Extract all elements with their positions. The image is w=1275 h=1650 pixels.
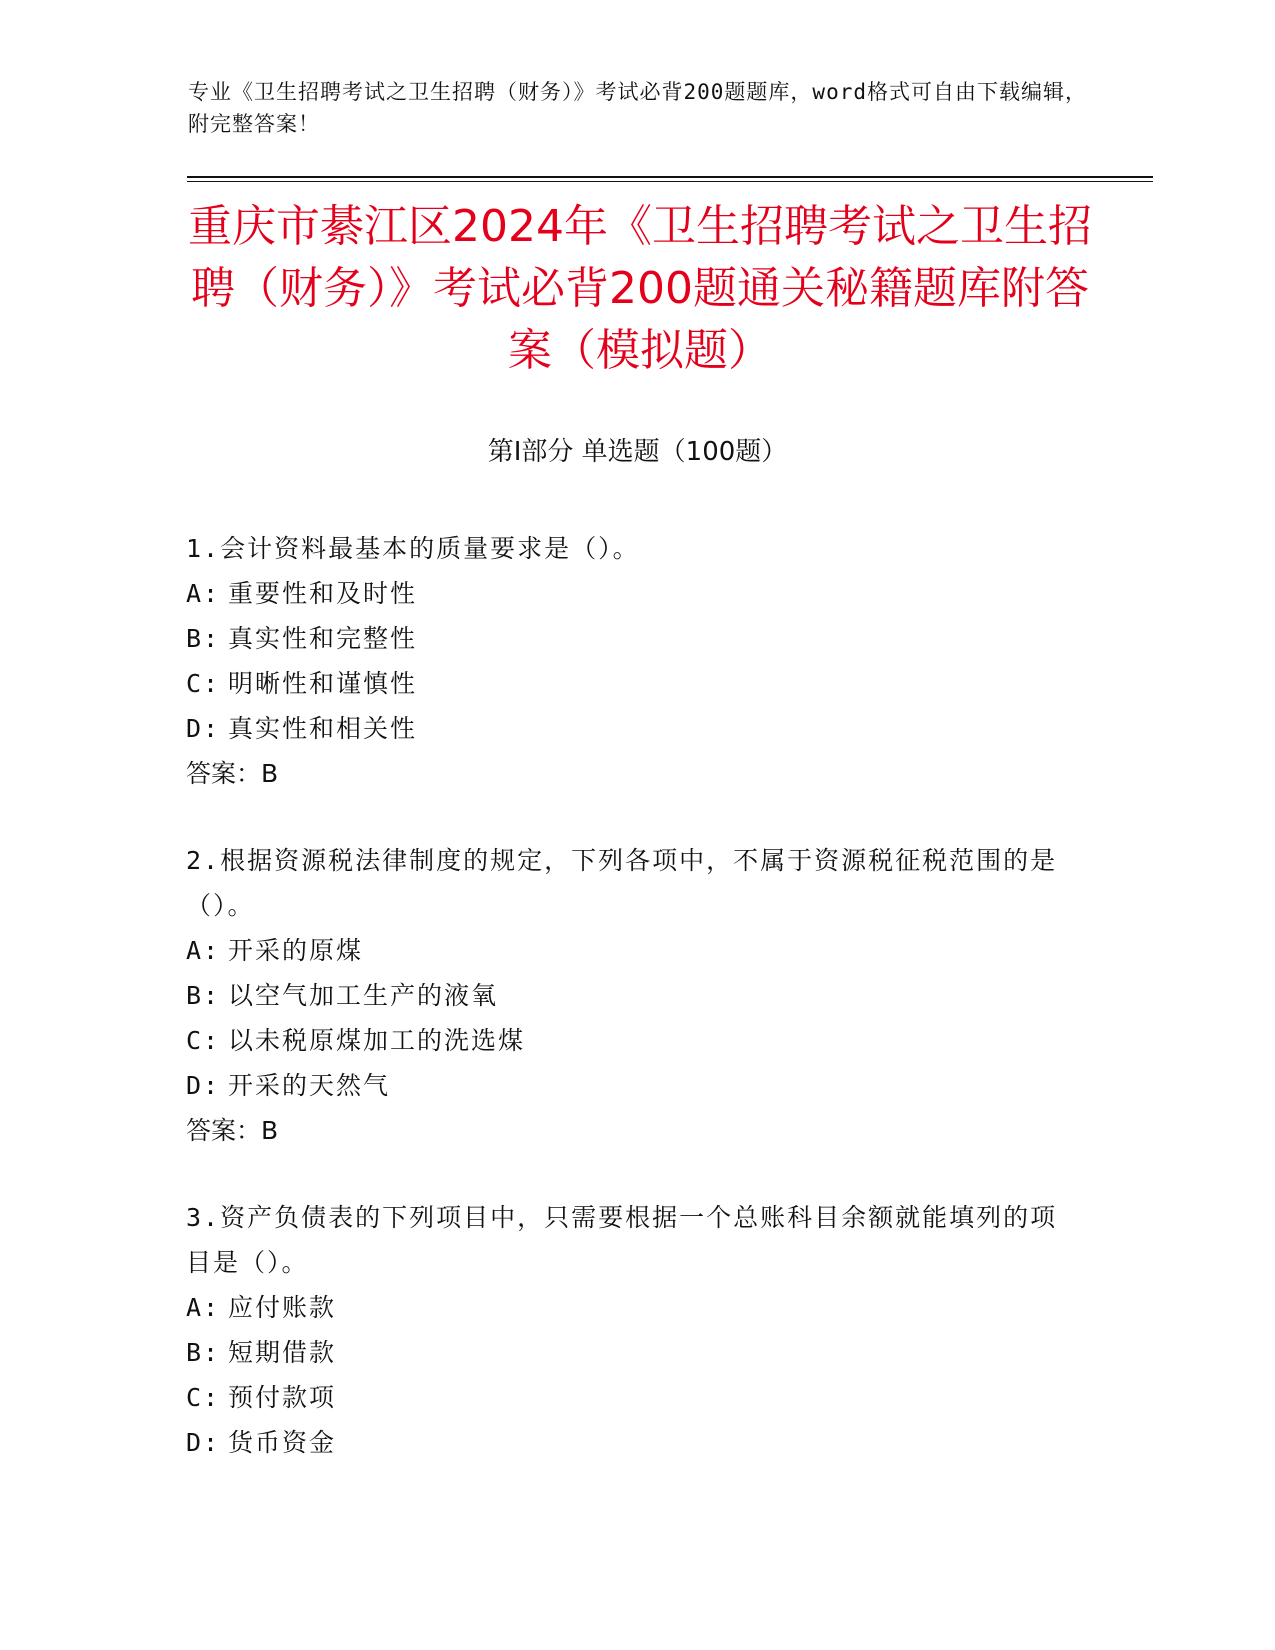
option-c bbox=[186, 1375, 1066, 1420]
option-a bbox=[186, 928, 1066, 973]
question-item bbox=[186, 838, 1066, 1153]
section-heading: 第I部分 单选题（100题） bbox=[487, 437, 788, 467]
question-stem: 3.资产负债表的下列项目中，只需要根据一个总账科目余额就能填列的项目是（）。 bbox=[186, 1203, 1058, 1277]
option-letter: B: bbox=[186, 1338, 221, 1367]
option-text: 以未税原煤加工的洗选煤 bbox=[228, 1026, 526, 1055]
header-divider-thick bbox=[187, 176, 1153, 178]
option-text: 真实性和相关性 bbox=[228, 714, 418, 743]
option-b bbox=[186, 1330, 1066, 1375]
option-text: 以空气加工生产的液氧 bbox=[228, 981, 499, 1010]
option-d bbox=[186, 706, 1066, 751]
question-stem: 1.会计资料最基本的质量要求是（）。 bbox=[186, 534, 640, 563]
option-letter: C: bbox=[186, 1383, 221, 1412]
option-text: 预付款项 bbox=[228, 1383, 337, 1412]
option-text: 开采的天然气 bbox=[228, 1071, 391, 1100]
option-c bbox=[186, 661, 1066, 706]
question-list bbox=[186, 526, 1066, 1507]
option-text: 明晰性和谨慎性 bbox=[228, 669, 418, 698]
option-text: 应付账款 bbox=[228, 1293, 337, 1322]
header-divider-thin bbox=[187, 181, 1153, 182]
option-a bbox=[186, 1285, 1066, 1330]
option-letter: B: bbox=[186, 981, 221, 1010]
option-letter: A: bbox=[186, 936, 221, 965]
option-b bbox=[186, 616, 1066, 661]
option-b bbox=[186, 973, 1066, 1018]
option-a bbox=[186, 571, 1066, 616]
option-d bbox=[186, 1420, 1066, 1465]
question-item bbox=[186, 526, 1066, 796]
answer-line: 答案：B bbox=[186, 1116, 279, 1145]
option-letter: B: bbox=[186, 624, 221, 653]
question-stem: 2.根据资源税法律制度的规定，下列各项中，不属于资源税征税范围的是（）。 bbox=[186, 846, 1058, 920]
option-text: 货币资金 bbox=[228, 1428, 337, 1457]
question-item bbox=[186, 1195, 1066, 1465]
option-letter: C: bbox=[186, 669, 221, 698]
option-c bbox=[186, 1018, 1066, 1063]
option-letter: D: bbox=[186, 1071, 221, 1100]
option-text: 短期借款 bbox=[228, 1338, 337, 1367]
option-text: 重要性和及时性 bbox=[228, 579, 418, 608]
option-text: 开采的原煤 bbox=[228, 936, 364, 965]
option-letter: D: bbox=[186, 714, 221, 743]
option-letter: A: bbox=[186, 1293, 221, 1322]
header-note: 专业《卫生招聘考试之卫生招聘（财务）》考试必背200题题库，word格式可自由下载编辑，附完整答案！ bbox=[188, 80, 1087, 136]
option-d bbox=[186, 1063, 1066, 1108]
option-letter: A: bbox=[186, 579, 221, 608]
option-text: 真实性和完整性 bbox=[228, 624, 418, 653]
option-letter: C: bbox=[186, 1026, 221, 1055]
option-letter: D: bbox=[186, 1428, 221, 1457]
answer-line: 答案：B bbox=[186, 759, 279, 788]
document-title: 重庆市綦江区2024年《卫生招聘考试之卫生招聘（财务）》考试必背200题通关秘籍题库附答案（模拟题） bbox=[188, 201, 1092, 376]
